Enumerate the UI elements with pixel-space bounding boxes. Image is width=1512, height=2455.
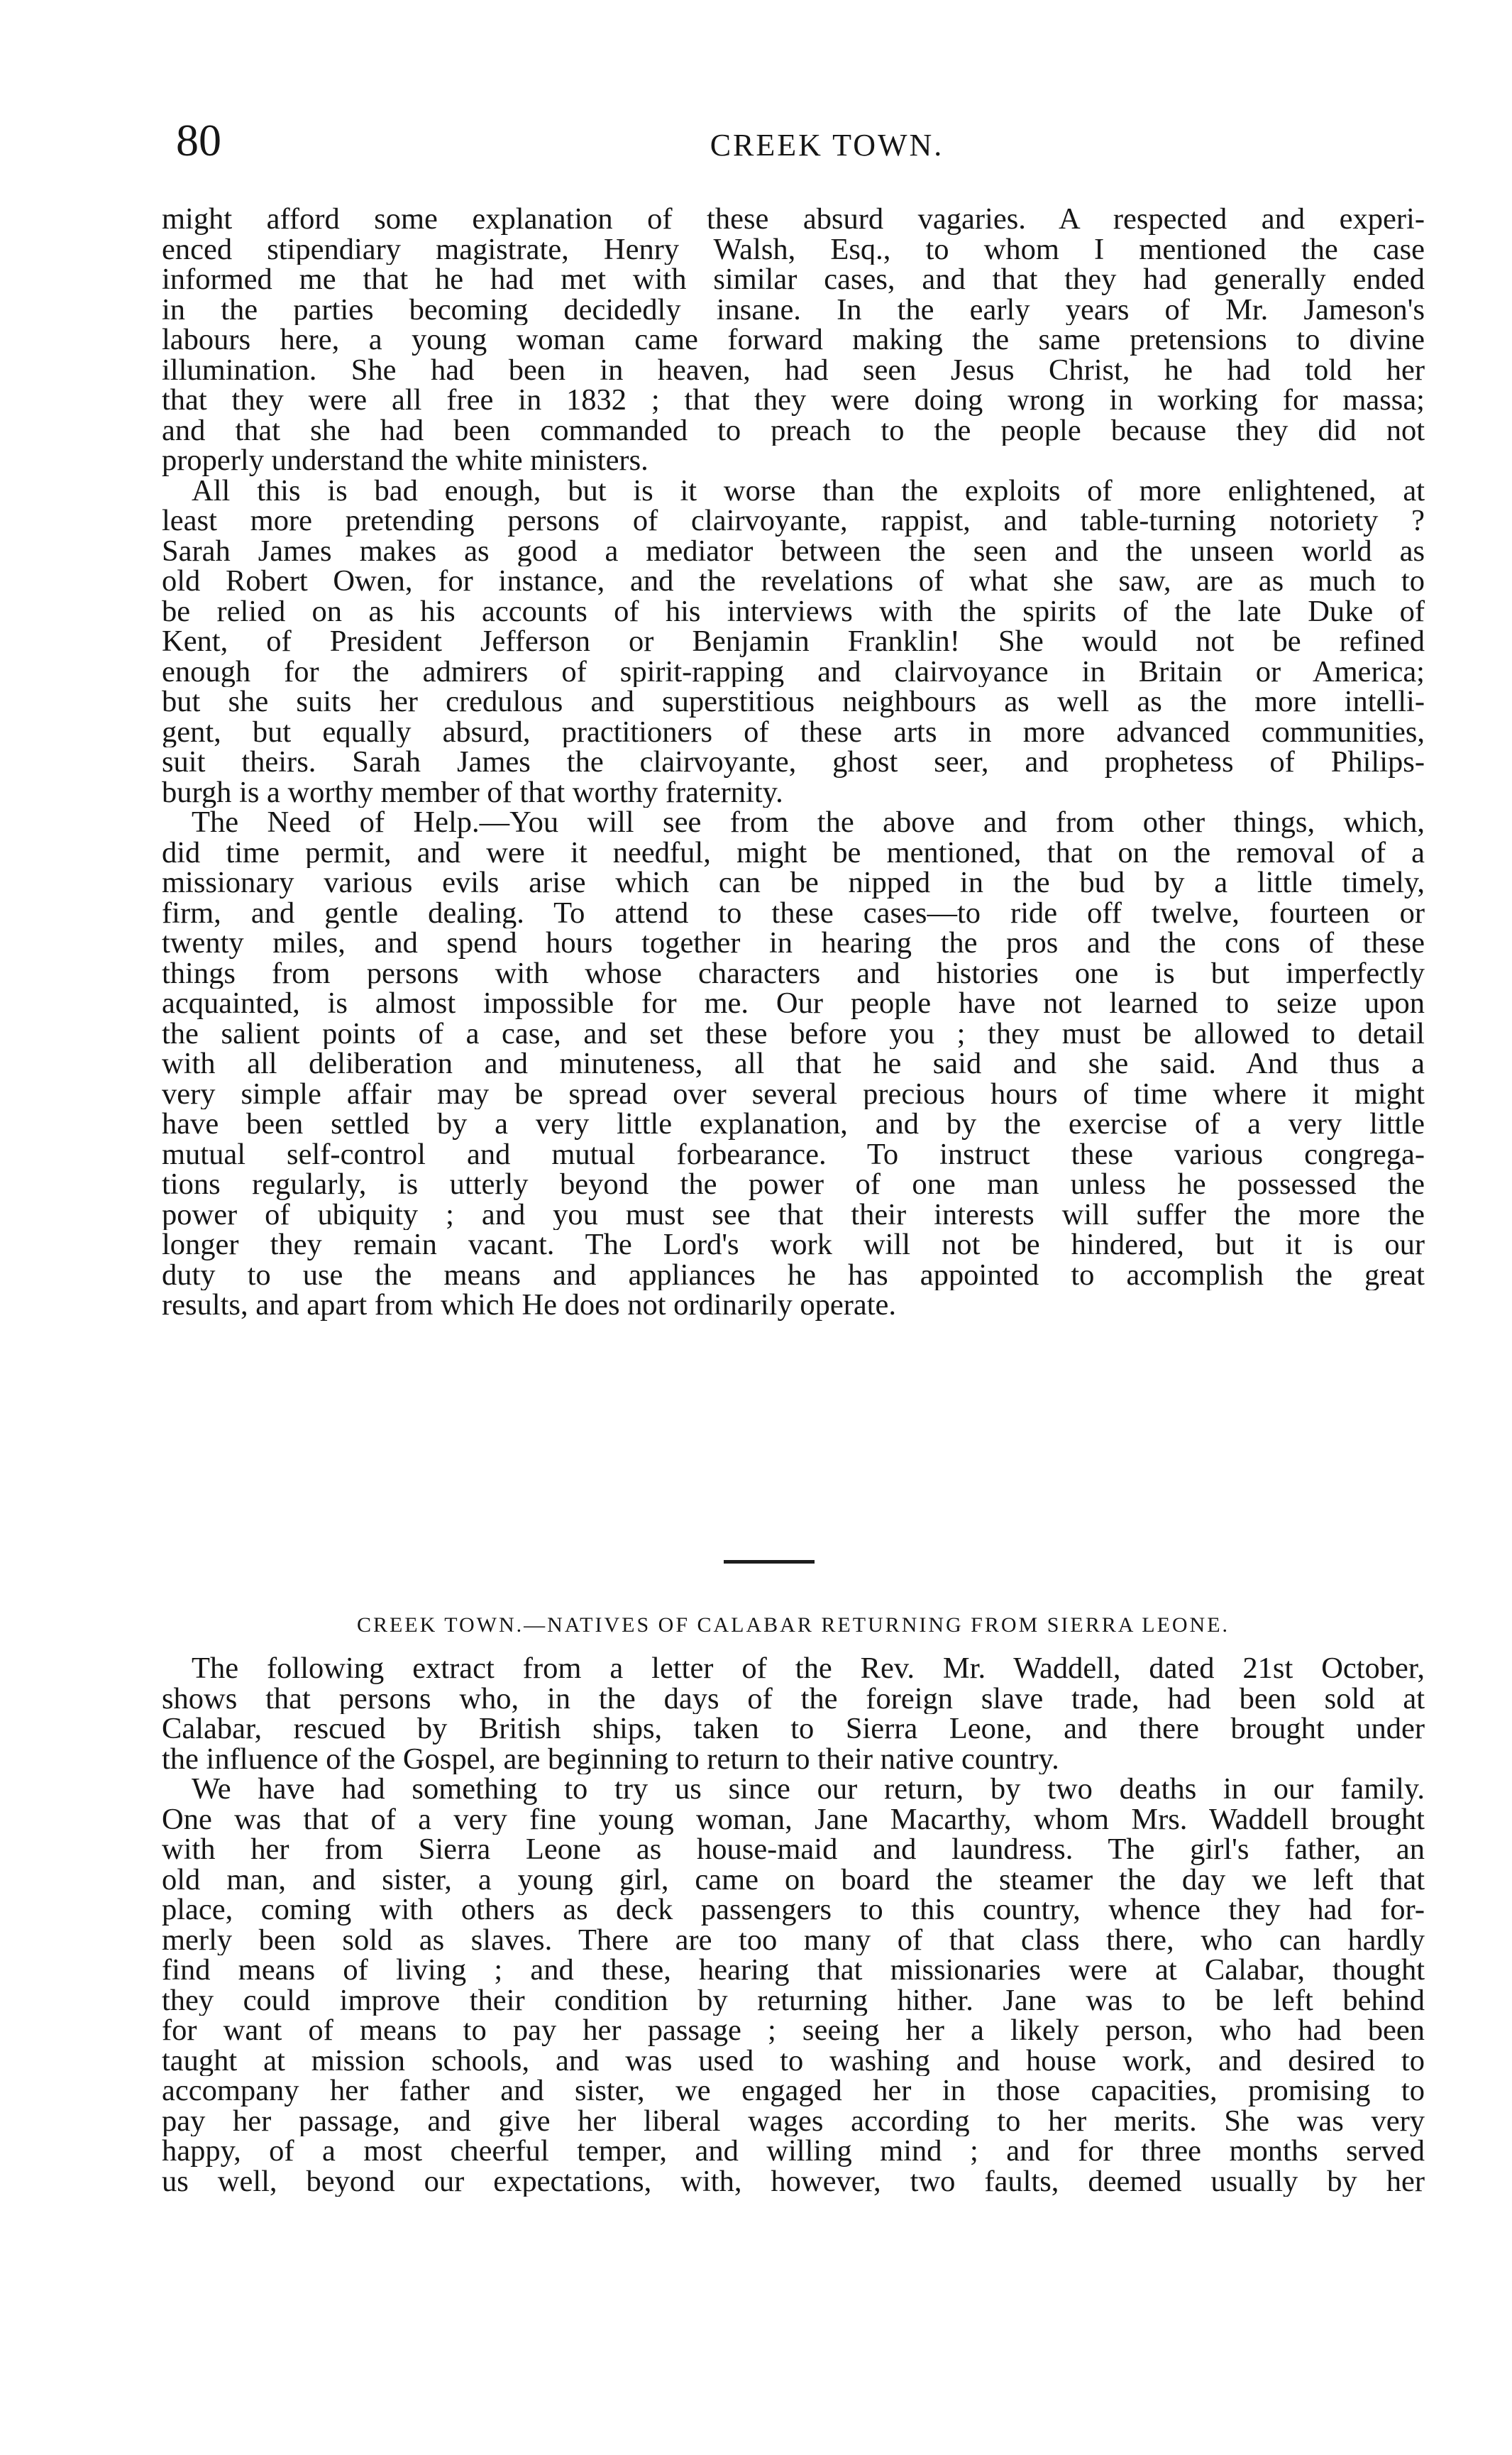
text-line: duty to use the means and appliances he has appointed to accomplish the great	[162, 1260, 1425, 1290]
text-line: The following extract from a letter of the Rev. Mr. Waddell, dated 21st October,	[192, 1654, 1425, 1684]
text-line: very simple affair may be spread over several precious hours of time where it might	[162, 1079, 1425, 1109]
text-line: least more pretending persons of clairvoyante, rappist, and table-turning notoriety ?	[162, 506, 1425, 537]
text-line: gent, but equally absurd, practitioners of these arts in more advanced communities,	[162, 717, 1425, 747]
text-line: place, coming with others as deck passengers to this country, whence they had for-	[162, 1895, 1425, 1926]
text-line: The Need of Help.—You will see from the above and from other things, which,	[192, 808, 1425, 838]
text-line: labours here, a young woman came forward making the same pretensions to divine	[162, 325, 1425, 356]
text-line: did time permit, and were it needful, might be mentioned, that on the removal of a	[162, 837, 1425, 868]
text-line: happy, of a most cheerful temper, and willing mind ; and for three months served	[162, 2136, 1425, 2167]
text-line: have been settled by a very little explanation, and by the exercise of a very little	[162, 1109, 1425, 1140]
text-line: taught at mission schools, and was used to washing and house work, and desired to	[162, 2045, 1425, 2076]
text-line: All this is bad enough, but is it worse than the exploits of more enlightened, at	[192, 476, 1425, 506]
paragraph-absurd-vagaries	[162, 204, 1425, 476]
text-line: missionary various evils arise which can be nipped in the bud by a little timely,	[162, 868, 1425, 899]
text-line: suit theirs. Sarah James the clairvoyante, ghost seer, and prophetess of Philips-	[162, 747, 1425, 778]
text-line: twenty miles, and spend hours together in hearing the pros and the cons of these	[162, 928, 1425, 959]
text-line: Calabar, rescued by British ships, taken to Sierra Leone, and there brought under	[162, 1714, 1425, 1745]
text-line: merly been sold as slaves. There are too many of that class there, who can hardly	[162, 1925, 1425, 1955]
text-line: illumination. She had been in heaven, had seen Jesus Christ, he had told her	[162, 355, 1425, 385]
paragraph-waddell-letter	[162, 1774, 1425, 2197]
text-line: longer they remain vacant. The Lord's work will not be hindered, but it is our	[162, 1230, 1425, 1261]
section-divider	[724, 1560, 815, 1564]
text-line: old man, and sister, a young girl, came on board the steamer the day we left that	[162, 1864, 1425, 1895]
text-line: One was that of a very fine young woman, Jane Macarthy, whom Mrs. Waddell brought	[162, 1804, 1425, 1835]
text-line: and that she had been commanded to preach to the people because they did not	[162, 415, 1425, 446]
paragraph-intro-extract	[162, 1654, 1425, 1774]
letter-continuation	[162, 204, 1425, 1321]
text-line: old Robert Owen, for instance, and the revelations of what she saw, are as much to	[162, 566, 1425, 597]
text-line: the salient points of a case, and set these before you ; they must be allowed to detail	[162, 1018, 1425, 1049]
text-line: things from persons with whose characters and histories one is but imperfectly	[162, 958, 1425, 989]
text-line: firm, and gentle dealing. To attend to these cases—to ride off twelve, fourteen or	[162, 898, 1425, 928]
text-line: enced stipendiary magistrate, Henry Walsh, Esq., to whom I mentioned the case	[162, 234, 1425, 265]
text-line: We have had something to try us since our return, by two deaths in our family.	[192, 1774, 1425, 1805]
text-line: for want of means to pay her passage ; seeing her a likely person, who had been	[162, 2016, 1425, 2046]
text-line: burgh is a worthy member of that worthy fraternity.	[162, 777, 783, 808]
text-line: shows that persons who, in the days of the foreign slave trade, had been sold at	[162, 1684, 1425, 1714]
text-line: but she suits her credulous and superstitious neighbours as well as the more intelli-	[162, 687, 1425, 718]
text-line: that they were all free in 1832 ; that they were doing wrong in working for massa;	[162, 385, 1425, 416]
text-line: find means of living ; and these, hearing that missionaries were at Calabar, thought	[162, 1955, 1425, 1986]
text-line: with all deliberation and minuteness, all that he said and she said. And thus a	[162, 1049, 1425, 1080]
page-number: 80	[176, 115, 221, 165]
paragraph-need-of-help	[162, 808, 1425, 1321]
text-line: might afford some explanation of these absurd vagaries. A respected and experi-	[162, 204, 1425, 235]
text-line: us well, beyond our expectations, with, however, two faults, deemed usually by her	[162, 2166, 1425, 2197]
text-line: in the parties becoming decidedly insane. In the early years of Mr. Jameson's	[162, 295, 1425, 325]
text-line: mutual self-control and mutual forbearance. To instruct these various congrega-	[162, 1139, 1425, 1170]
text-line: tions regularly, is utterly beyond the power of one man unless he possessed the	[162, 1170, 1425, 1200]
section-heading: CREEK TOWN.—NATIVES OF CALABAR RETURNING FROM SIERRA LEONE.	[356, 1613, 1230, 1637]
text-line: informed me that he had met with similar cases, and that they had generally ended	[162, 265, 1425, 295]
text-line: Sarah James makes as good a mediator between the seen and the unseen world as	[162, 536, 1425, 566]
paragraph-sarah-james	[162, 476, 1425, 808]
running-head	[176, 112, 1435, 172]
text-line: they could improve their condition by returning hither. Jane was to be left behind	[162, 1985, 1425, 2016]
text-line: acquainted, is almost impossible for me. Our people have not learned to seize upon	[162, 989, 1425, 1019]
text-line: be relied on as his accounts of his interviews with the spirits of the late Duke of	[162, 596, 1425, 627]
text-line: Kent, of President Jefferson or Benjamin Franklin! She would not be refined	[162, 627, 1425, 657]
sierra-leone-section	[162, 1654, 1425, 2197]
text-line: pay her passage, and give her liberal wages according to her merits. She was very	[162, 2106, 1425, 2136]
text-line: properly understand the white ministers.	[162, 446, 649, 476]
text-line: with her from Sierra Leone as house-maid and laundress. The girl's father, an	[162, 1835, 1425, 1865]
text-line: power of ubiquity ; and you must see that their interests will suffer the more the	[162, 1199, 1425, 1230]
text-line: the influence of the Gospel, are beginning to return to their native country.	[162, 1744, 1059, 1774]
running-title: CREEK TOWN.	[710, 128, 944, 163]
text-line: results, and apart from which He does not ordinarily operate.	[162, 1290, 897, 1321]
text-line: enough for the admirers of spirit-rapping and clairvoyance in Britain or America;	[162, 657, 1425, 687]
text-line: accompany her father and sister, we engaged her in those capacities, promising to	[162, 2076, 1425, 2107]
